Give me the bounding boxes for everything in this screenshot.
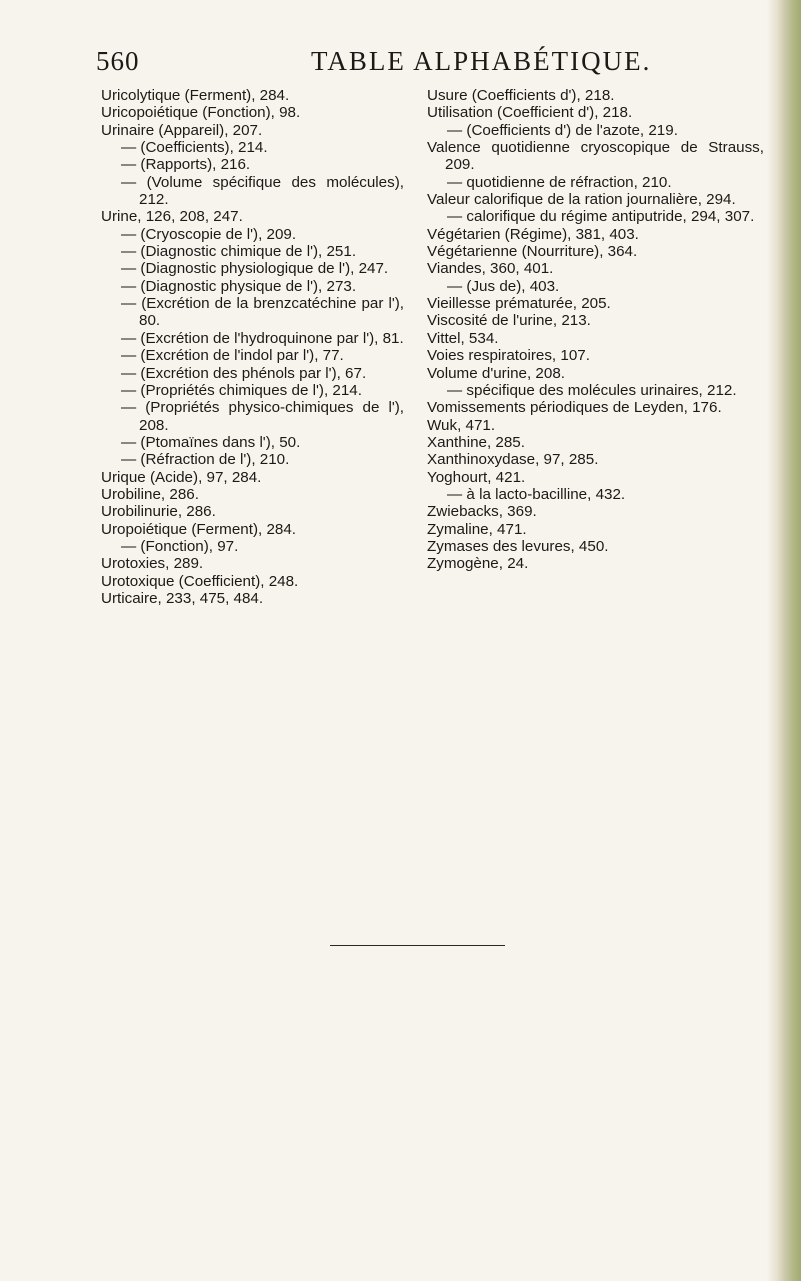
index-entry: Urobiline, 286. bbox=[101, 485, 199, 503]
index-entry: Voies respiratoires, 107. bbox=[427, 347, 590, 365]
index-entry: Uricopoiétique (Fonction), 98. bbox=[101, 104, 301, 122]
index-subentry: — (Excrétion de l'hydroquinone par l'), 81. bbox=[121, 329, 404, 347]
index-subentry: — (Excrétion de la brenzcatéchine par l'), 80. bbox=[121, 295, 404, 330]
index-subentry: — (Jus de), 403. bbox=[447, 277, 560, 295]
index-subentry: — (Réfraction de l'), 210. bbox=[121, 451, 290, 469]
index-entry: Zymases des levures, 450. bbox=[427, 537, 609, 555]
index-entry: Vieillesse prématurée, 205. bbox=[427, 295, 611, 313]
index-entry: Xanthine, 285. bbox=[427, 433, 525, 451]
page-number: 560 bbox=[96, 46, 140, 76]
index-entry: Zymaline, 471. bbox=[427, 520, 527, 538]
index-entry: Urticaire, 233, 475, 484. bbox=[101, 589, 264, 607]
index-entry: Uropoiétique (Ferment), 284. bbox=[101, 520, 296, 538]
index-column-left bbox=[101, 87, 404, 607]
index-subentry: — calorifique du régime antiputride, 294, 307. bbox=[447, 208, 755, 226]
index-entry: Utilisation (Coefficient d'), 218. bbox=[427, 104, 633, 122]
index-subentry: — spécifique des molécules urinaires, 212. bbox=[447, 381, 737, 399]
page-header bbox=[96, 46, 736, 86]
index-subentry: — (Ptomaïnes dans l'), 50. bbox=[121, 433, 301, 451]
index-entry: Urobilinurie, 286. bbox=[101, 503, 216, 521]
index-subentry: — (Rapports), 216. bbox=[121, 156, 251, 174]
index-entry: Vittel, 534. bbox=[427, 329, 499, 347]
index-entry: Urinaire (Appareil), 207. bbox=[101, 121, 263, 139]
index-subentry: — (Diagnostic chimique de l'), 251. bbox=[121, 243, 357, 261]
index-subentry: — (Fonction), 97. bbox=[121, 537, 239, 555]
index-subentry: — (Excrétion de l'indol par l'), 77. bbox=[121, 347, 344, 365]
index-entry: Zymogène, 24. bbox=[427, 555, 529, 573]
index-entry: Usure (Coefficients d'), 218. bbox=[427, 87, 615, 104]
index-entry: Valence quotidienne cryoscopique de Strauss, 209. bbox=[427, 139, 764, 174]
index-entry: Xanthinoxydase, 97, 285. bbox=[427, 451, 599, 469]
index-entry: Urotoxique (Coefficient), 248. bbox=[101, 572, 299, 590]
index-entry: Urotoxies, 289. bbox=[101, 555, 204, 573]
running-title: TABLE ALPHABÉTIQUE. bbox=[311, 46, 652, 76]
index-subentry: — (Excrétion des phénols par l'), 67. bbox=[121, 364, 367, 382]
index-entry: Uricolytique (Ferment), 284. bbox=[101, 87, 290, 104]
index-subentry: — (Propriétés physico-chimiques de l'), 208. bbox=[121, 399, 404, 434]
index-subentry: — (Propriétés chimiques de l'), 214. bbox=[121, 381, 362, 399]
index-entry: Volume d'urine, 208. bbox=[427, 364, 565, 382]
index-entry: Valeur calorifique de la ration journalière, 294. bbox=[427, 191, 736, 209]
index-subentry: — (Cryoscopie de l'), 209. bbox=[121, 225, 297, 243]
index-subentry: — (Coefficients), 214. bbox=[121, 139, 268, 157]
index-entry: Végétarien (Régime), 381, 403. bbox=[427, 225, 639, 243]
index-subentry: — à la lacto-bacilline, 432. bbox=[447, 485, 626, 503]
index-entry: Urine, 126, 208, 247. bbox=[101, 208, 243, 226]
index-entry: Viscosité de l'urine, 213. bbox=[427, 312, 591, 330]
index-entry: Yoghourt, 421. bbox=[427, 468, 526, 486]
page-edge-shading bbox=[767, 0, 801, 1281]
index-entry: Vomissements périodiques de Leyden, 176. bbox=[427, 399, 722, 417]
index-entry: Viandes, 360, 401. bbox=[427, 260, 554, 278]
end-rule bbox=[330, 945, 505, 946]
index-entry: Végétarienne (Nourriture), 364. bbox=[427, 243, 638, 261]
index-subentry: — (Volume spécifique des molécules), 212. bbox=[121, 173, 404, 209]
index-subentry: — quotidienne de réfraction, 210. bbox=[447, 173, 672, 191]
index-subentry: — (Diagnostic physiologique de l'), 247. bbox=[121, 260, 389, 278]
index-entry: Wuk, 471. bbox=[427, 416, 496, 434]
index-entry: Urique (Acide), 97, 284. bbox=[101, 468, 262, 486]
index-column-right bbox=[427, 87, 764, 573]
index-subentry: — (Diagnostic physique de l'), 273. bbox=[121, 277, 357, 295]
index-subentry: — (Coefficients d') de l'azote, 219. bbox=[447, 121, 678, 139]
index-entry: Zwiebacks, 369. bbox=[427, 503, 537, 521]
